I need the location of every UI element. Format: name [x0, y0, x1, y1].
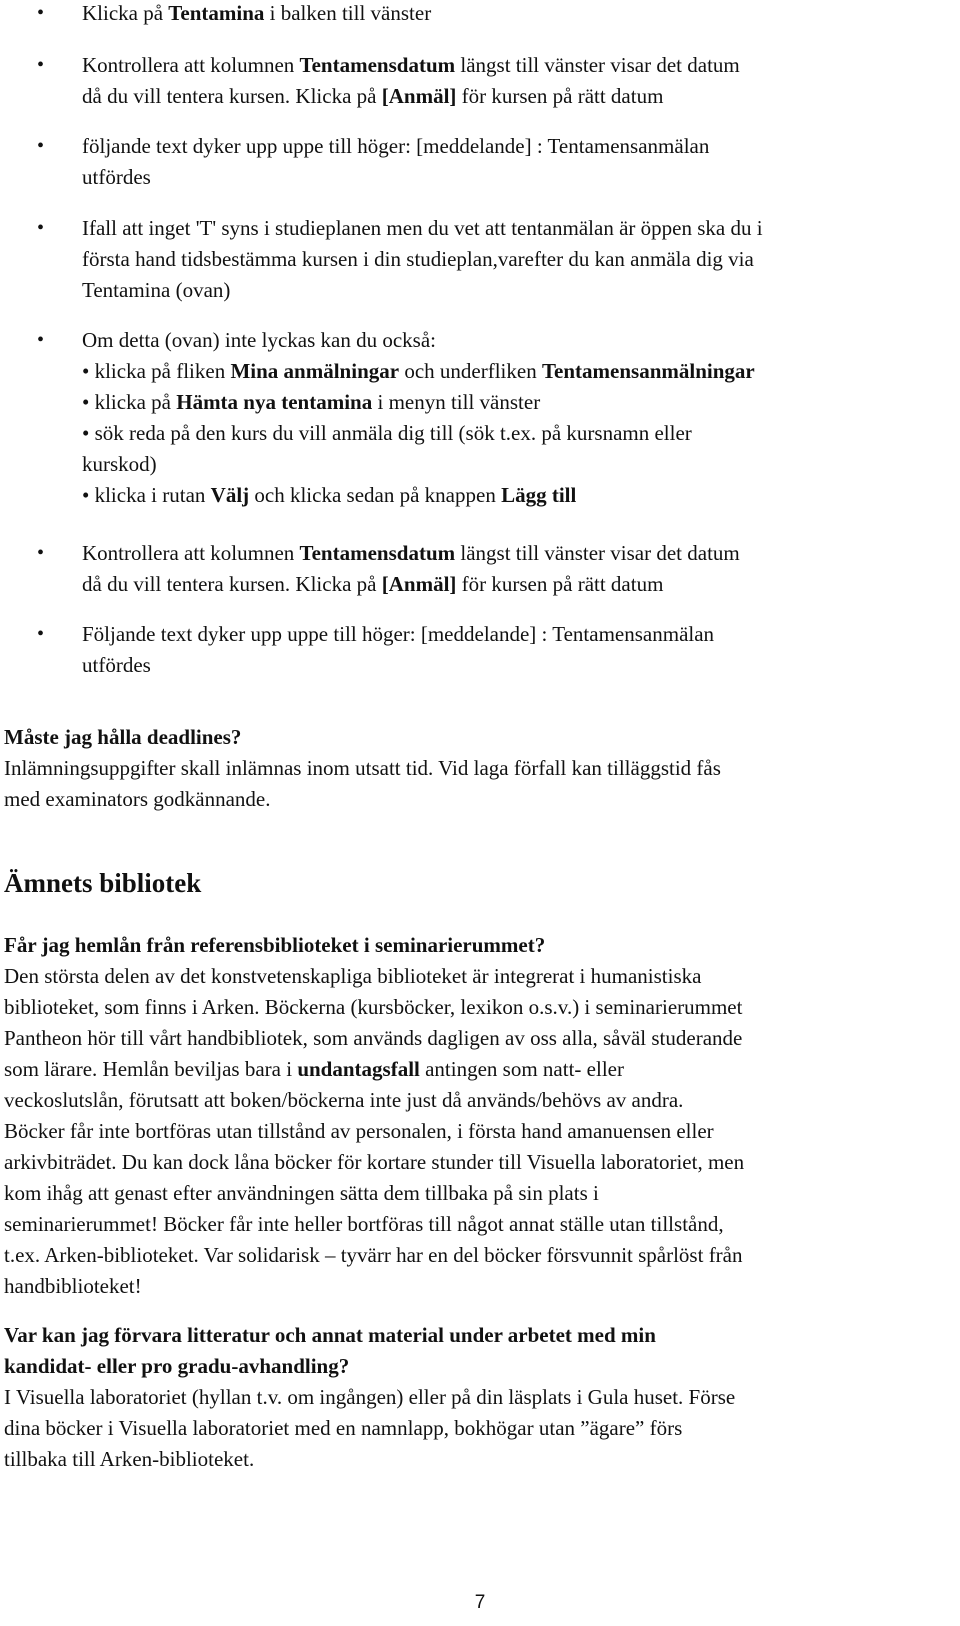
bullet-marker: • [37, 54, 45, 76]
bold-term: Tentamina [168, 1, 265, 25]
bold-term: Välj [210, 483, 250, 507]
list-item-text [82, 131, 938, 193]
library-line: handbiblioteket! [4, 1274, 142, 1298]
storage-section [4, 1320, 940, 1475]
library-section [4, 930, 940, 1302]
list-item-line: då du vill tentera kursen. Klicka på [Anmäl] för kursen på rätt datum [82, 84, 664, 108]
bold-term: Tentamensanmälningar [541, 359, 755, 383]
bullet-marker: • [37, 542, 45, 564]
library-line: arkivbiträdet. Du kan dock låna böcker för kortare stunder till Visuella laboratoriet, men [4, 1150, 745, 1174]
library-paragraph [4, 961, 940, 1302]
bold-term: Lägg till [501, 483, 577, 507]
page-number: 7 [474, 1592, 486, 1613]
bold-term: undantagsfall [297, 1057, 420, 1081]
library-line: t.ex. Arken-biblioteket. Var solidarisk – tyvärr har en del böcker försvunnit spårlöst från [4, 1243, 743, 1267]
list-item-line: Följande text dyker upp uppe till höger: [meddelande] : Tentamensanmälan [82, 622, 715, 646]
bold-term: Tentamensdatum [299, 541, 456, 565]
list-item-line: Kontrollera att kolumnen Tentamensdatum längst till vänster visar det datum [82, 53, 740, 77]
list-item-line: utfördes [82, 165, 151, 189]
list-item-line: • klicka i rutan Välj och klicka sedan på knappen Lägg till [82, 483, 577, 507]
list-item-line: utfördes [82, 653, 151, 677]
deadlines-heading: Måste jag hålla deadlines? [4, 725, 242, 749]
list-item-line: • sök reda på den kurs du vill anmäla dig till (sök t.ex. på kursnamn eller [82, 421, 692, 445]
list-item-line: kurskod) [82, 452, 157, 476]
list-item-line: • klicka på Hämta nya tentamina i menyn till vänster [82, 390, 541, 414]
library-line: Pantheon hör till vårt handbibliotek, som används dagligen av oss alla, såväl studerande [4, 1026, 743, 1050]
storage-heading: Var kan jag förvara litteratur och annat material under arbetet med min [4, 1323, 656, 1347]
storage-line: tillbaka till Arken-biblioteket. [4, 1447, 255, 1471]
library-line: som lärare. Hemlån beviljas bara i undantagsfall antingen som natt- eller [4, 1057, 624, 1081]
library-line: veckoslutslån, förutsatt att boken/böckerna inte just då används/behövs av andra. [4, 1088, 684, 1112]
list-item-line: då du vill tentera kursen. Klicka på [Anmäl] för kursen på rätt datum [82, 572, 664, 596]
list-item-line: Om detta (ovan) inte lyckas kan du också: [82, 328, 436, 352]
deadlines-line: med examinators godkännande. [4, 787, 271, 811]
library-line: Böcker får inte bortföras utan tillstånd av personalen, i första hand amanuensen eller [4, 1119, 714, 1143]
bullet-marker: • [37, 135, 45, 157]
deadlines-section [4, 722, 940, 815]
list-item-line: Tentamina (ovan) [82, 278, 231, 302]
library-heading: Får jag hemlån från referensbiblioteket i seminarierummet? [4, 933, 546, 957]
storage-line: dina böcker i Visuella laboratoriet med en namnlapp, bokhögar utan ”ägare” förs [4, 1416, 683, 1440]
list-item-text [82, 50, 938, 112]
bold-term: [Anmäl] [381, 84, 457, 108]
bold-term: [Anmäl] [381, 572, 457, 596]
bold-term: Hämta nya tentamina [176, 390, 373, 414]
storage-heading: kandidat- eller pro gradu-avhandling? [4, 1354, 350, 1378]
list-item-line: • klicka på fliken Mina anmälningar och underfliken Tentamensanmälningar [82, 359, 755, 383]
bullet-marker: • [37, 329, 45, 351]
list-item-line: första hand tidsbestämma kursen i din studieplan,varefter du kan anmäla dig via [82, 247, 754, 271]
bullet-marker: • [37, 2, 45, 24]
bullet-marker: • [37, 217, 45, 239]
section-title: Ämnets bibliotek [4, 868, 202, 898]
library-line: seminarierummet! Böcker får inte heller bortföras till något annat ställe utan tillstånd, [4, 1212, 724, 1236]
list-item-line: Klicka på Tentamina i balken till vänster [82, 1, 432, 25]
deadlines-line: Inlämningsuppgifter skall inlämnas inom utsatt tid. Vid laga förfall kan tilläggstid fås [4, 756, 721, 780]
library-line: biblioteket, som finns i Arken. Böckerna (kursböcker, lexikon o.s.v.) i seminarierummet [4, 995, 743, 1019]
bold-term: Mina anmälningar [230, 359, 400, 383]
list-item-text [82, 0, 938, 29]
list-item-line: Kontrollera att kolumnen Tentamensdatum längst till vänster visar det datum [82, 541, 740, 565]
list-item-line: följande text dyker upp uppe till höger: [meddelande] : Tentamensanmälan [82, 134, 710, 158]
list-item-text [82, 538, 938, 600]
storage-line: I Visuella laboratoriet (hyllan t.v. om ingången) eller på din läsplats i Gula huset. Förse [4, 1385, 736, 1409]
list-item-text [82, 325, 938, 511]
list-item-text [82, 213, 938, 306]
list-item-line: Ifall att inget 'T' syns i studieplanen men du vet att tentanmälan är öppen ska du i [82, 216, 763, 240]
bold-term: Tentamensdatum [299, 53, 456, 77]
library-line: kom ihåg att genast efter användningen sätta dem tillbaka på sin plats i [4, 1181, 599, 1205]
bullet-marker: • [37, 623, 45, 645]
list-item-text [82, 619, 938, 681]
library-line: Den största delen av det konstvetenskapliga biblioteket är integrerat i humanistiska [4, 964, 702, 988]
